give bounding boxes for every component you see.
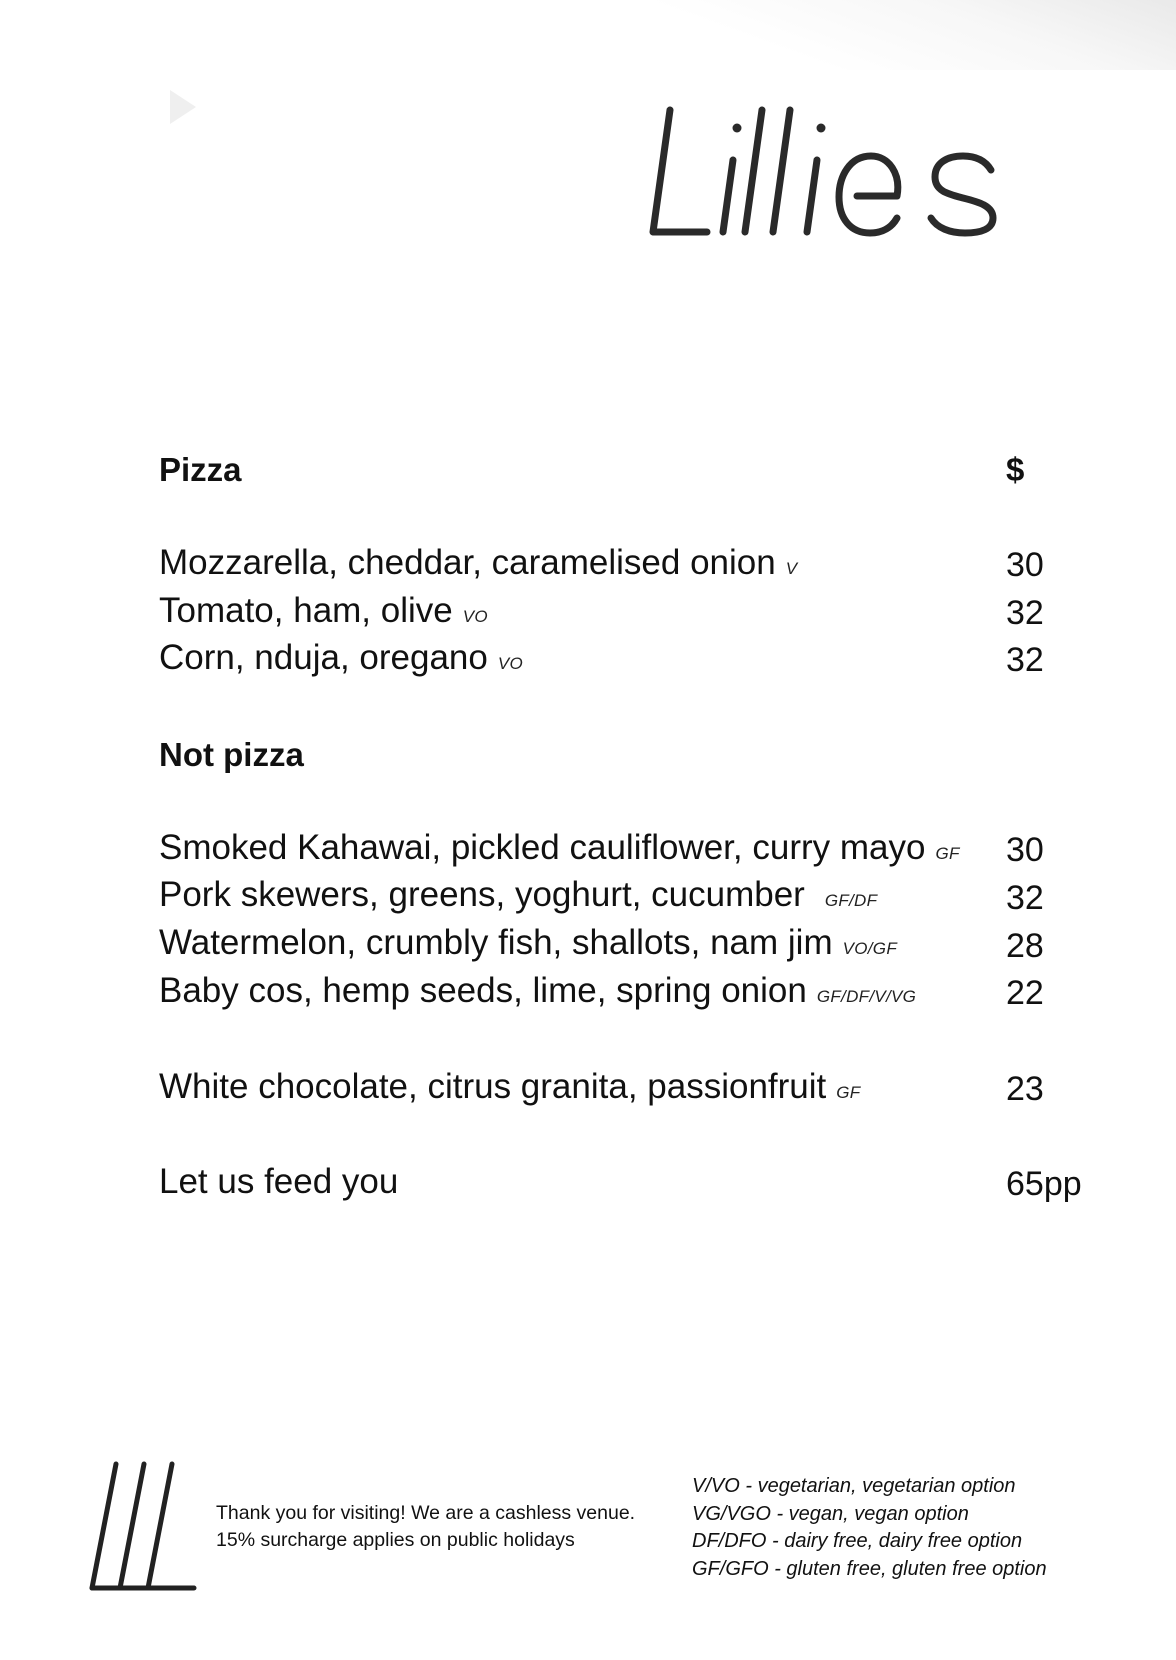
item-name: Smoked Kahawai, pickled cauliflower, curry mayo [159, 828, 926, 867]
item-price: 30 [1006, 546, 1044, 584]
item-price: 32 [1006, 879, 1044, 917]
dietary-legend [692, 1473, 1047, 1583]
page-marker-icon [170, 90, 196, 124]
page-corner-shadow [656, 0, 1176, 70]
price-column-header: $ [1006, 451, 1025, 488]
dietary-tag: GF [935, 844, 960, 863]
legend-item: V/VO - vegetarian, vegetarian option [692, 1475, 1016, 1497]
dietary-tag: VO/GF [842, 939, 898, 958]
item-price: 28 [1006, 927, 1044, 965]
legend-item: GF/GFO - gluten free, gluten free option [692, 1557, 1047, 1580]
item-name: Corn, nduja, oregano [159, 638, 488, 677]
menu-item [159, 1069, 860, 1104]
surcharge-notice: 15% surcharge applies on public holidays [216, 1529, 575, 1551]
lillies-wordmark-logo [645, 92, 1065, 262]
set-menu-name: Let us feed you [159, 1162, 399, 1201]
menu-item [159, 925, 897, 960]
dietary-tag: VO [462, 607, 488, 626]
dietary-tag: V [785, 559, 798, 578]
item-name: Watermelon, crumbly fish, shallots, nam jim [159, 923, 833, 962]
menu-item [159, 545, 797, 580]
item-price: 30 [1006, 831, 1044, 869]
item-name: Tomato, ham, olive [159, 591, 453, 630]
menu-item [159, 973, 916, 1008]
item-price: 23 [1006, 1070, 1044, 1108]
dietary-tag: GF/DF/V/VG [816, 987, 917, 1006]
legend-item: VG/VGO - vegan, vegan option [692, 1502, 969, 1525]
pizza-heading: Pizza [159, 451, 242, 488]
menu-item [159, 640, 523, 675]
cashless-notice: Thank you for visiting! We are a cashless venue. [216, 1502, 636, 1524]
menu-item [159, 830, 960, 865]
lillies-monogram-logo [86, 1460, 198, 1592]
dietary-tag: VO [497, 654, 524, 673]
item-name: Mozzarella, cheddar, caramelised onion [159, 543, 776, 582]
not-pizza-heading: Not pizza [159, 736, 304, 773]
set-menu-price: 65pp [1006, 1165, 1082, 1203]
item-price: 32 [1006, 594, 1044, 632]
dietary-tag: GF/DF [824, 891, 878, 910]
dietary-tag: GF [836, 1083, 861, 1102]
item-name: Baby cos, hemp seeds, lime, spring onion [159, 971, 807, 1010]
menu-item [159, 877, 877, 912]
item-price: 22 [1006, 974, 1044, 1012]
item-name: Pork skewers, greens, yoghurt, cucumber [159, 875, 805, 914]
menu-item [159, 593, 488, 628]
item-price: 32 [1006, 641, 1044, 679]
footer-note [216, 1500, 635, 1554]
item-name: White chocolate, citrus granita, passionfruit [159, 1067, 827, 1106]
legend-item: DF/DFO - dairy free, dairy free option [692, 1530, 1023, 1552]
